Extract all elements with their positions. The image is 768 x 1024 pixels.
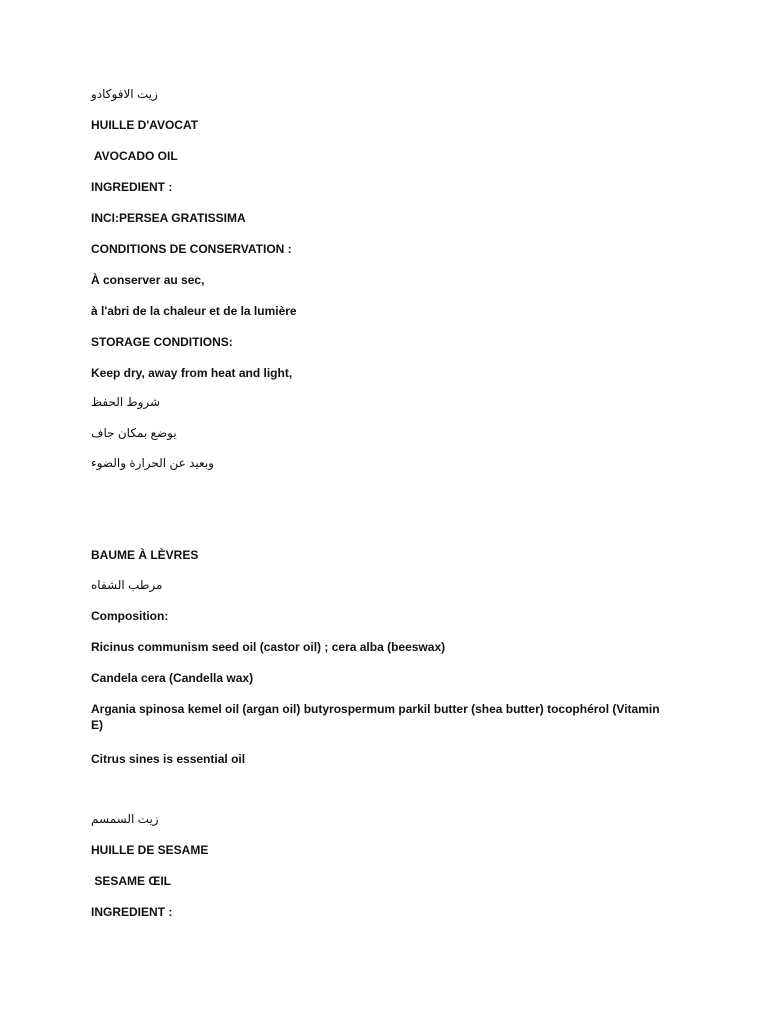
storage-heading: STORAGE CONDITIONS:	[91, 335, 233, 349]
sesame-ingredient-heading: INGREDIENT :	[91, 905, 173, 919]
composition-line-2: Candela cera (Candella wax)	[91, 671, 254, 685]
composition-line-3: Argania spinosa kemel oil (argan oil) butyrospermum parkil butter (shea butter) tocophérol (Vitamin E)	[91, 702, 660, 732]
ingredient-heading: INGREDIENT :	[91, 180, 173, 194]
avocado-oil-english-title: AVOCADO OIL	[91, 149, 178, 163]
sesame-oil-english-title: SESAME ŒIL	[91, 874, 172, 888]
composition-heading: Composition:	[91, 609, 169, 623]
storage-arabic-heading: شروط الحفظ	[91, 395, 161, 409]
inci-line: INCI:PERSEA GRATISSIMA	[91, 211, 246, 225]
conservation-heading: CONDITIONS DE CONSERVATION :	[91, 242, 292, 256]
lip-balm-arabic-title: مرطب الشفاه	[91, 578, 163, 592]
storage-arabic-line-2: وبعيد عن الحرارة والضوء	[91, 456, 214, 470]
sesame-oil-arabic-title: زيت السمسم	[91, 812, 159, 826]
storage-line: Keep dry, away from heat and light,	[91, 366, 293, 380]
conservation-line-1: À conserver au sec,	[91, 273, 205, 287]
composition-line-1: Ricinus communism seed oil (castor oil) ; cera alba (beeswax)	[91, 640, 446, 654]
conservation-line-2: à l'abri de la chaleur et de la lumière	[91, 304, 297, 318]
composition-line-4: Citrus sines is essential oil	[91, 752, 246, 766]
avocado-oil-arabic-title: زيت الافوكادو	[91, 87, 158, 101]
lip-balm-french-title: BAUME À LÈVRES	[91, 548, 199, 562]
storage-arabic-line-1: يوضع بمكان جاف	[91, 426, 177, 440]
avocado-oil-french-title: HUILLE D'AVOCAT	[91, 118, 199, 132]
sesame-oil-french-title: HUILLE DE SESAME	[91, 843, 209, 857]
